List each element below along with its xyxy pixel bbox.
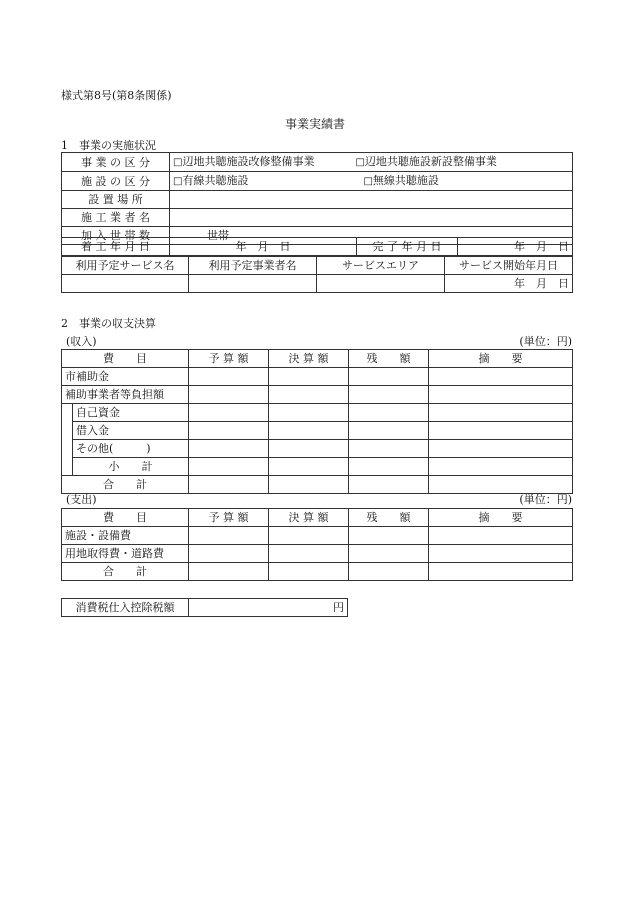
location-row [62,191,573,209]
header-balance: 残 額 [349,509,429,527]
start-date-label: 着 工 年 月 日 [62,238,170,256]
settlement-cell[interactable] [269,476,349,494]
expense-total-label: 合 計 [62,563,189,581]
remarks-cell[interactable] [429,545,573,563]
project-category-label: 事 業 の 区 分 [62,153,170,172]
form-number: 様式第8号(第8条関係) [61,89,172,102]
facility-option-1: 有線共聴施設 [182,174,249,187]
settlement-cell[interactable] [269,422,349,440]
project-option-1: 辺地共聴施設改修整備事業 [182,155,315,168]
subtotal-label: 小 計 [73,458,189,476]
service-header-row [62,257,573,275]
settlement-cell[interactable] [269,527,349,545]
location-field[interactable] [170,191,573,209]
budget-cell[interactable] [189,458,269,476]
remarks-cell[interactable] [429,527,573,545]
balance-cell[interactable] [349,386,429,404]
budget-cell[interactable] [189,386,269,404]
table-row [62,527,573,545]
loan-label: 借入金 [73,422,189,440]
balance-cell[interactable] [349,476,429,494]
remarks-cell[interactable] [429,422,573,440]
start-date-field[interactable]: 年 月 日 [170,238,357,256]
tax-row [62,599,348,617]
income-header-row [62,350,573,368]
city-subsidy-label: 市補助金 [62,368,189,386]
header-budget: 予 算 額 [189,350,269,368]
service-table [61,256,573,293]
indent-spacer [62,404,73,476]
operator-name-field[interactable] [189,275,317,293]
header-remarks: 摘 要 [429,509,573,527]
table-row [62,563,573,581]
expense-header-row [62,509,573,527]
balance-cell[interactable] [349,422,429,440]
balance-cell[interactable] [349,404,429,422]
checkbox-icon[interactable]: □ [363,176,373,187]
budget-cell[interactable] [189,545,269,563]
income-total-label: 合 計 [62,476,189,494]
budget-cell[interactable] [189,404,269,422]
budget-cell[interactable] [189,440,269,458]
service-name-field[interactable] [62,275,189,293]
completion-date-field[interactable]: 年 月 日 [458,238,573,256]
table-row [62,404,573,422]
checkbox-icon[interactable]: □ [355,157,365,168]
settlement-cell[interactable] [269,404,349,422]
budget-cell[interactable] [189,527,269,545]
project-option-2: 辺地共聴施設新設整備事業 [364,155,497,168]
table-row [62,458,573,476]
service-start-field[interactable]: 年 月 日 [445,275,573,293]
table-row [62,476,573,494]
service-value-row [62,275,573,293]
income-table [61,349,573,494]
expense-unit-label: (単位：円) [519,493,572,506]
tax-unit: 円 [333,601,344,614]
section1-heading: 1 事業の実施状況 [61,139,156,152]
balance-cell[interactable] [349,527,429,545]
settlement-cell[interactable] [269,563,349,581]
service-start-label: サービス開始年月日 [445,257,573,275]
balance-cell[interactable] [349,368,429,386]
section2-heading: 2 事業の収支決算 [61,317,156,330]
remarks-cell[interactable] [429,368,573,386]
dates-table [61,237,573,256]
contractor-label: 施 工 業 者 名 [62,209,170,227]
implementation-table [61,152,573,245]
settlement-cell[interactable] [269,368,349,386]
facility-option-2: 無線共聴施設 [372,174,439,187]
contractor-row [62,209,573,227]
remarks-cell[interactable] [429,404,573,422]
tax-field[interactable] [189,599,348,617]
table-row [62,422,573,440]
facility-category-options [170,172,573,191]
budget-cell[interactable] [189,476,269,494]
remarks-cell[interactable] [429,563,573,581]
settlement-cell[interactable] [269,545,349,563]
expense-table [61,508,573,581]
facility-cost-label: 施設・設備費 [62,527,189,545]
expense-label: (支出) [66,493,97,506]
own-funds-label: 自己資金 [73,404,189,422]
header-remarks: 摘 要 [429,350,573,368]
income-label: (収入) [66,335,97,348]
project-category-row [62,153,573,172]
checkbox-icon[interactable]: □ [173,176,183,187]
balance-cell[interactable] [349,458,429,476]
other-label: その他( ) [73,440,189,458]
remarks-cell[interactable] [429,440,573,458]
table-row [62,386,573,404]
settlement-cell[interactable] [269,440,349,458]
balance-cell[interactable] [349,563,429,581]
facility-category-label: 施 設 の 区 分 [62,172,170,191]
header-settlement: 決 算 額 [269,509,349,527]
location-label: 設 置 場 所 [62,191,170,209]
dates-row [62,238,573,256]
operator-name-label: 利用予定事業者名 [189,257,317,275]
table-row [62,545,573,563]
budget-cell[interactable] [189,563,269,581]
checkbox-icon[interactable]: □ [173,157,183,168]
land-cost-label: 用地取得費・道路費 [62,545,189,563]
tax-table [61,598,348,617]
income-unit-label: (単位：円) [519,335,572,348]
service-area-label: サービスエリア [317,257,445,275]
balance-cell[interactable] [349,545,429,563]
table-row [62,368,573,386]
households-label: 加 入 世 帯 数 [62,227,170,245]
completion-date-label: 完 了 年 月 日 [357,238,458,256]
households-unit: 世帯 [207,229,229,242]
tax-label: 消費税仕入控除税額 [62,599,189,617]
header-settlement: 決 算 額 [269,350,349,368]
service-name-label: 利用予定サービス名 [62,257,189,275]
settlement-cell[interactable] [269,386,349,404]
balance-cell[interactable] [349,440,429,458]
contractor-field[interactable] [170,209,573,227]
table-row [62,440,573,458]
header-balance: 残 額 [349,350,429,368]
project-category-options [170,153,573,172]
header-item: 費 目 [62,509,189,527]
header-item: 費 目 [62,350,189,368]
budget-cell[interactable] [189,368,269,386]
burden-label: 補助事業者等負担額 [62,386,189,404]
header-budget: 予 算 額 [189,509,269,527]
budget-cell[interactable] [189,422,269,440]
page-title: 事業実績書 [284,117,345,131]
facility-category-row [62,172,573,191]
remarks-cell[interactable] [429,458,573,476]
settlement-cell[interactable] [269,458,349,476]
service-area-field[interactable] [317,275,445,293]
remarks-cell[interactable] [429,386,573,404]
